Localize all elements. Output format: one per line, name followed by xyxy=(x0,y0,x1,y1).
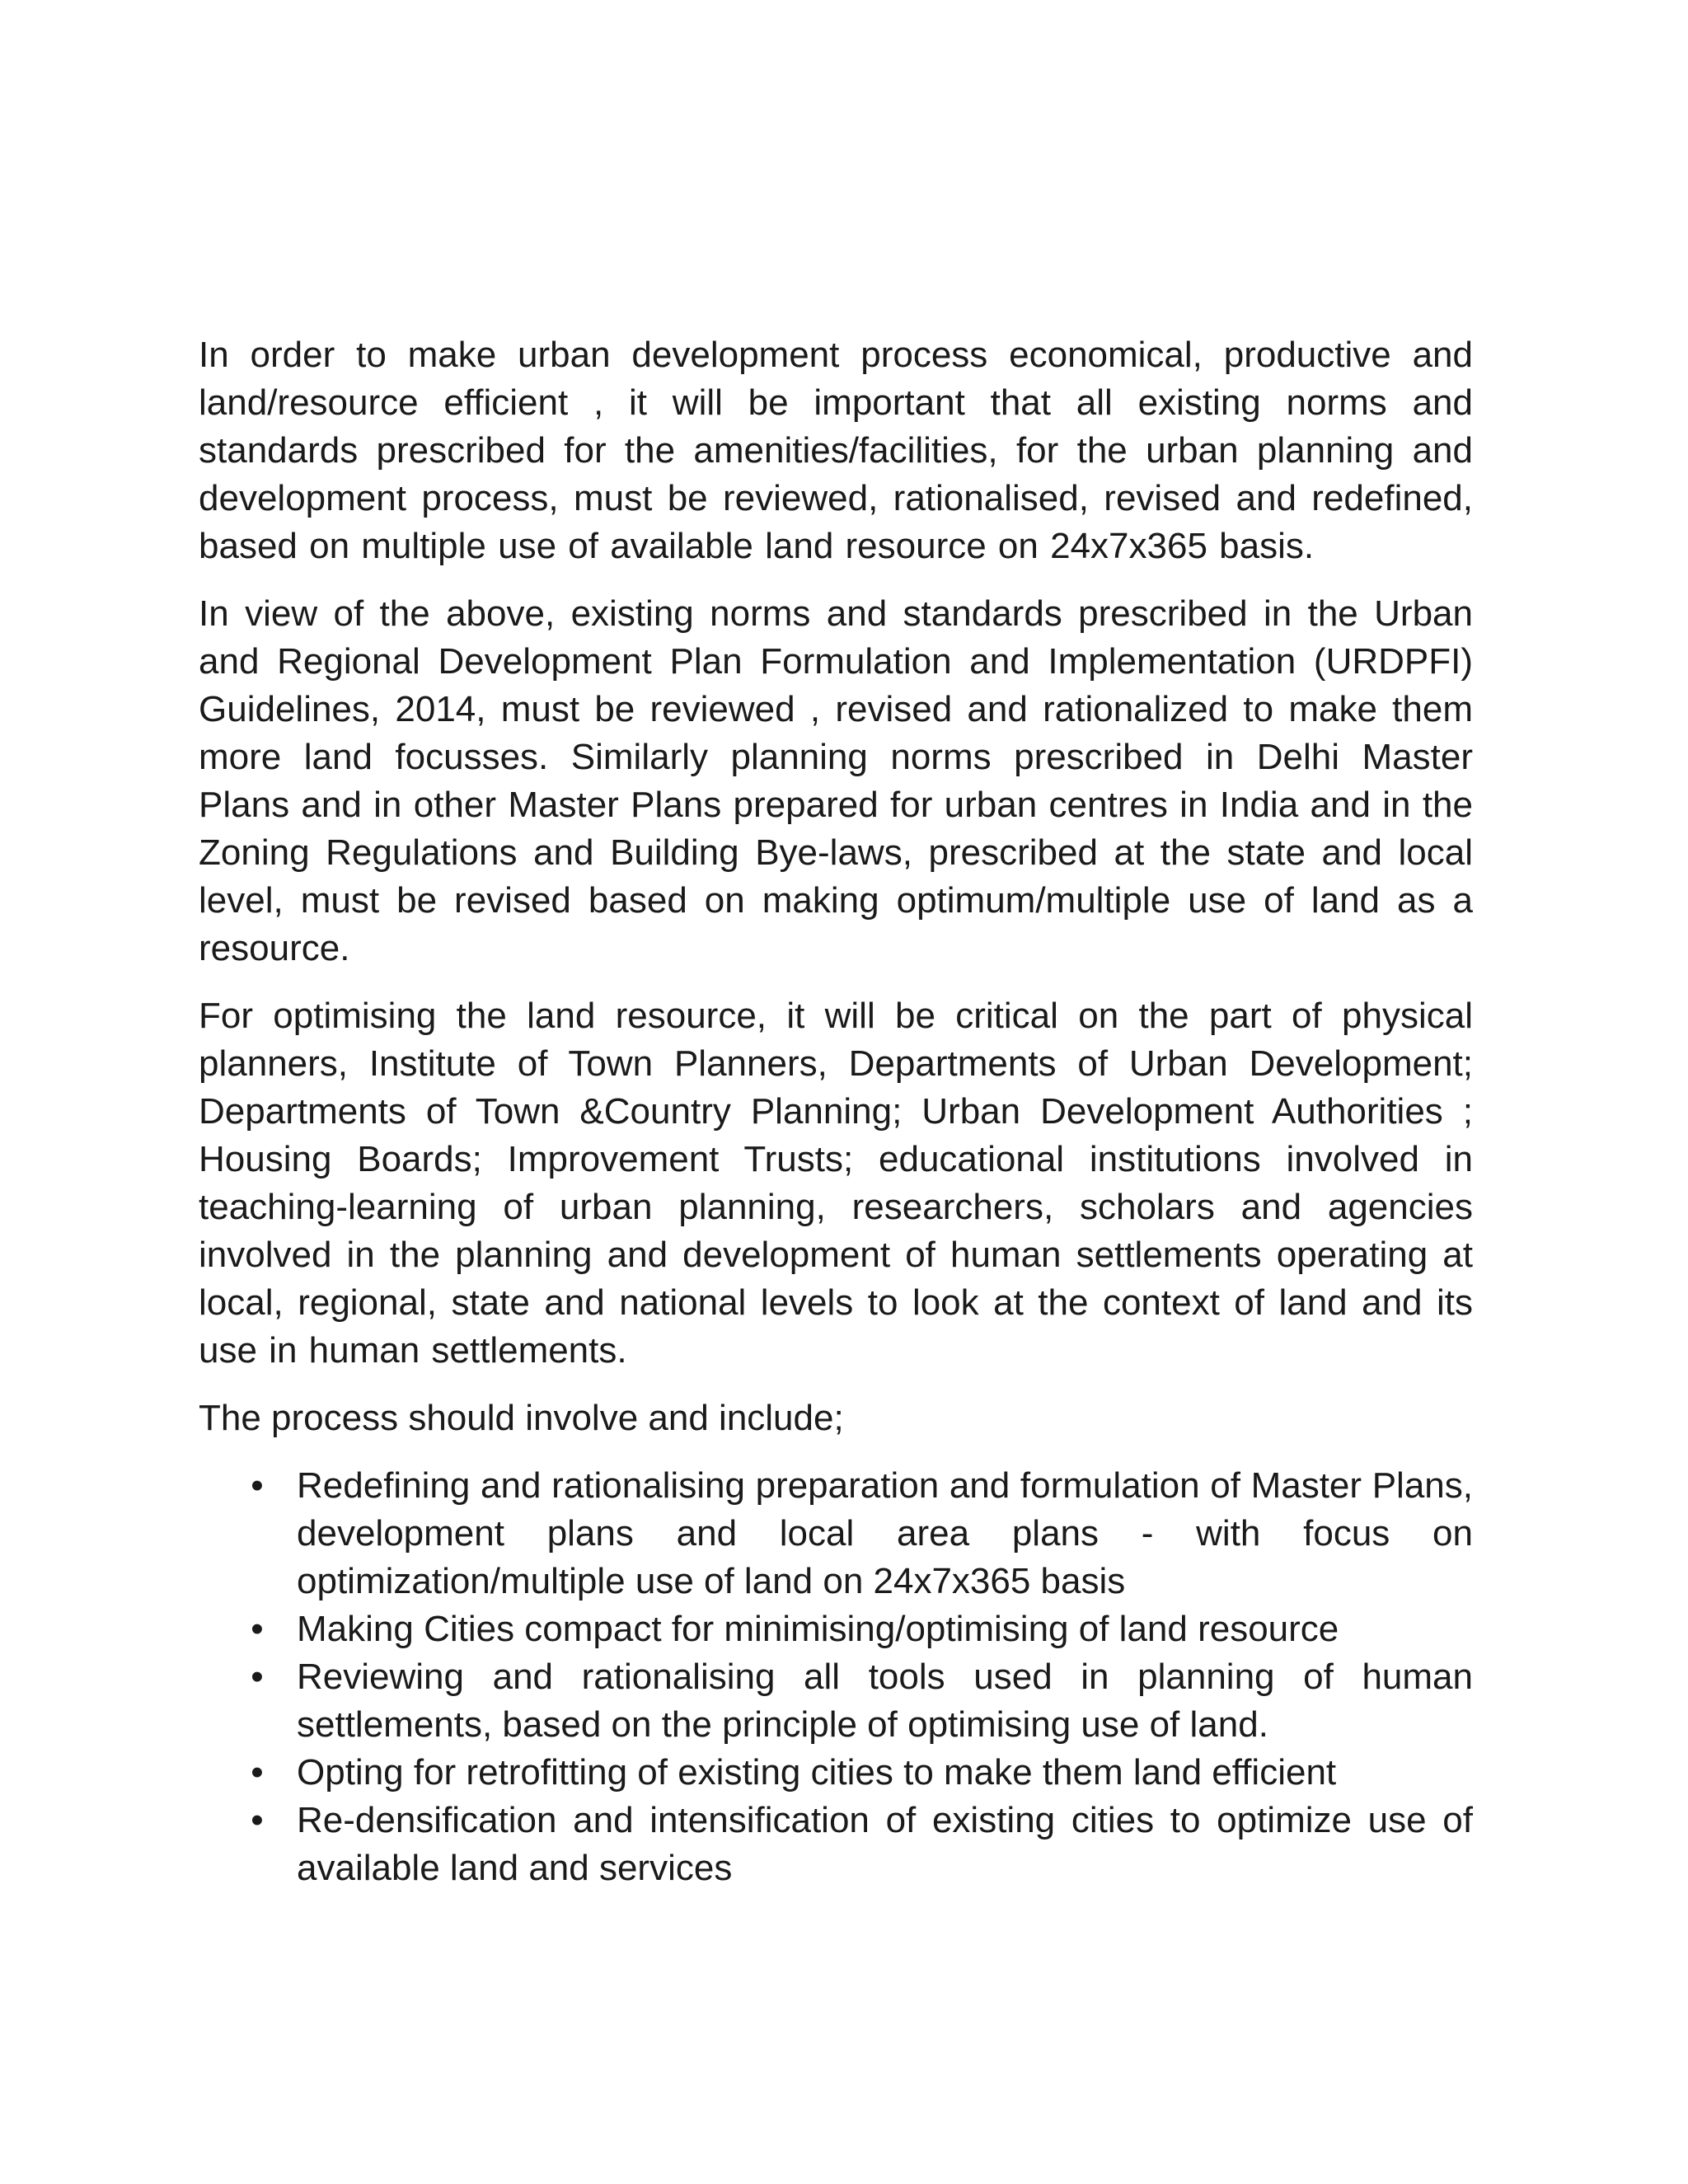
list-item-text: Opting for retrofitting of existing cities to make them land efficient xyxy=(297,1752,1337,1793)
list-item xyxy=(199,1605,1473,1653)
list-item xyxy=(199,1653,1473,1749)
list-item-text: Redefining and rationalising preparation and formulation of Master Plans, development plans and local area plans - with focus on optimization/multiple use of land on 24x7x365 basis xyxy=(297,1465,1473,1601)
paragraph-urdpfi-review: In view of the above, existing norms and standards prescribed in the Urban and Regional Development Plan Formulation and Implementation (URDPFI) Guidelines, 2014, must be reviewed , revised and rationalized to make them more land focusses. Similarly planning norms prescribed in Delhi Master Plans and in other Master Plans prepared for urban centres in India and in the Zoning Regulations and Building Bye-laws, prescribed at the state and local level, must be revised based on making optimum/multiple use of land as a resource. xyxy=(199,593,1473,968)
list-item-text: Re-densification and intensification of existing cities to optimize use of available land and services xyxy=(297,1800,1473,1888)
bullet-icon: • xyxy=(251,1609,264,1649)
document-page xyxy=(199,331,1473,1892)
list-item-text: Making Cities compact for minimising/optimising of land resource xyxy=(297,1609,1339,1649)
list-item-text: Reviewing and rationalising all tools used in planning of human settlements, based on the principle of optimising use of land. xyxy=(297,1657,1473,1745)
bullet-icon: • xyxy=(251,1800,264,1840)
bullet-icon: • xyxy=(251,1752,264,1793)
paragraph-land-optimisation: For optimising the land resource, it will be critical on the part of physical planners, Institute of Town Planners, Departments of Urban Development; Departments of Town &Country Planning; Urban Development Authorities ; Housing Boards; Improvement Trusts; educational institutions involved in teaching-learning of urban planning, researchers, scholars and agencies involved in the planning and development of human settlements operating at local, regional, state and national levels to look at the context of land and its use in human settlements. xyxy=(199,996,1473,1371)
list-item xyxy=(199,1462,1473,1605)
process-bullet-list xyxy=(199,1462,1473,1892)
list-item xyxy=(199,1749,1473,1797)
list-item xyxy=(199,1797,1473,1892)
process-lead-in: The process should involve and include; xyxy=(199,1398,844,1438)
paragraph-intro: In order to make urban development process economical, productive and land/resource efficient , it will be important that all existing norms and standards prescribed for the amenities/facilities, for the urban planning and development process, must be reviewed, rationalised, revised and redefined, based on multiple use of available land resource on 24x7x365 basis. xyxy=(199,335,1473,566)
bullet-icon: • xyxy=(251,1465,264,1506)
bullet-icon: • xyxy=(251,1657,264,1697)
